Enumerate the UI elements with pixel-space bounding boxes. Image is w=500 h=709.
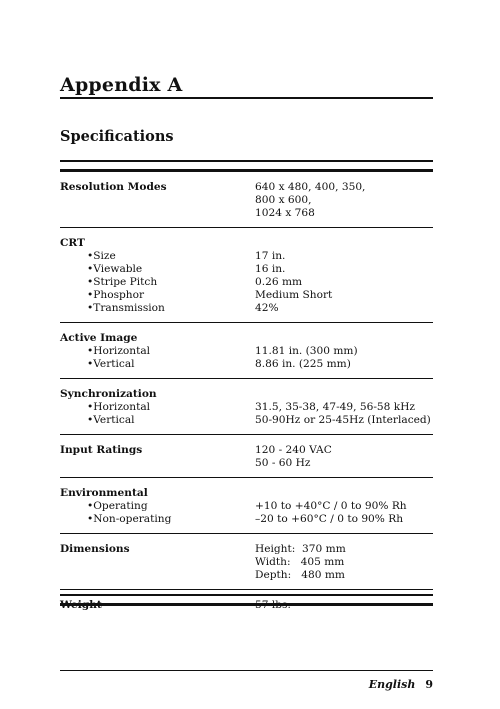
spec-value: 8.86 in. (225 mm) (255, 358, 351, 370)
spec-row-environmental (60, 478, 433, 534)
spec-category-label: Environmental (60, 487, 148, 499)
spec-value: 1024 x 768 (255, 207, 315, 219)
spec-value: 50 - 60 Hz (255, 457, 311, 469)
spec-item-label: •Transmission (87, 302, 165, 314)
spec-value: Height: 370 mm (255, 543, 346, 555)
spec-category-label: Resolution Modes (60, 181, 167, 193)
spec-category-label: Dimensions (60, 543, 130, 555)
spec-row-dimensions (60, 534, 433, 590)
spec-item-label: •Viewable (87, 263, 143, 275)
spec-value: 16 in. (255, 263, 286, 275)
table-top-double-rule (60, 160, 433, 172)
spec-value: Medium Short (255, 289, 333, 301)
footer-rule (60, 670, 433, 671)
spec-item-label: •Horizontal (87, 345, 151, 357)
title-rule (60, 97, 433, 99)
spec-item-label: •Vertical (87, 358, 135, 370)
page-footer (369, 678, 433, 691)
spec-value: 120 - 240 VAC (255, 444, 332, 456)
spec-row-synchronization (60, 379, 433, 435)
spec-value: 0.26 mm (255, 276, 303, 288)
spec-category-label: Synchronization (60, 388, 157, 400)
spec-value: 57 lbs. (255, 599, 291, 611)
spec-item-label: •Phosphor (87, 289, 145, 301)
spec-item-label: •Operating (87, 500, 148, 512)
spec-value: –20 to +60°C / 0 to 90% Rh (255, 513, 404, 525)
spec-item-label: •Stripe Pitch (87, 276, 158, 288)
spec-value: 31.5, 35-38, 47-49, 56-58 kHz (255, 401, 416, 413)
spec-value: 640 x 480, 400, 350, (255, 181, 366, 193)
spec-value: 17 in. (255, 250, 286, 262)
spec-value: 800 x 600, (255, 194, 312, 206)
section-heading: Specifications (60, 128, 174, 145)
spec-value: +10 to +40°C / 0 to 90% Rh (255, 500, 407, 512)
spec-item-label: •Non-operating (87, 513, 172, 525)
spec-item-label: •Horizontal (87, 401, 151, 413)
spec-category-label: Active Image (60, 332, 138, 344)
spec-row-crt (60, 228, 433, 323)
footer-language: English (368, 678, 416, 691)
spec-value: Depth: 480 mm (255, 569, 345, 581)
spec-row-active-image (60, 323, 433, 379)
spec-value: Width: 405 mm (255, 556, 345, 568)
spec-category-label: Weight (60, 599, 102, 611)
spec-row-resolution (60, 172, 433, 228)
table-bottom-double-rule (60, 594, 433, 606)
specifications-table (60, 172, 433, 619)
spec-value: 11.81 in. (300 mm) (255, 345, 358, 357)
spec-item-label: •Size (87, 250, 116, 262)
page-number: 9 (425, 678, 433, 691)
spec-category-label: CRT (60, 237, 85, 249)
spec-item-label: •Vertical (87, 414, 135, 426)
spec-row-input-ratings (60, 435, 433, 478)
spec-value: 42% (255, 302, 279, 314)
spec-value: 50-90Hz or 25-45Hz (Interlaced) (255, 414, 431, 426)
page-title: Appendix A (60, 74, 183, 96)
spec-category-label: Input Ratings (60, 444, 143, 456)
